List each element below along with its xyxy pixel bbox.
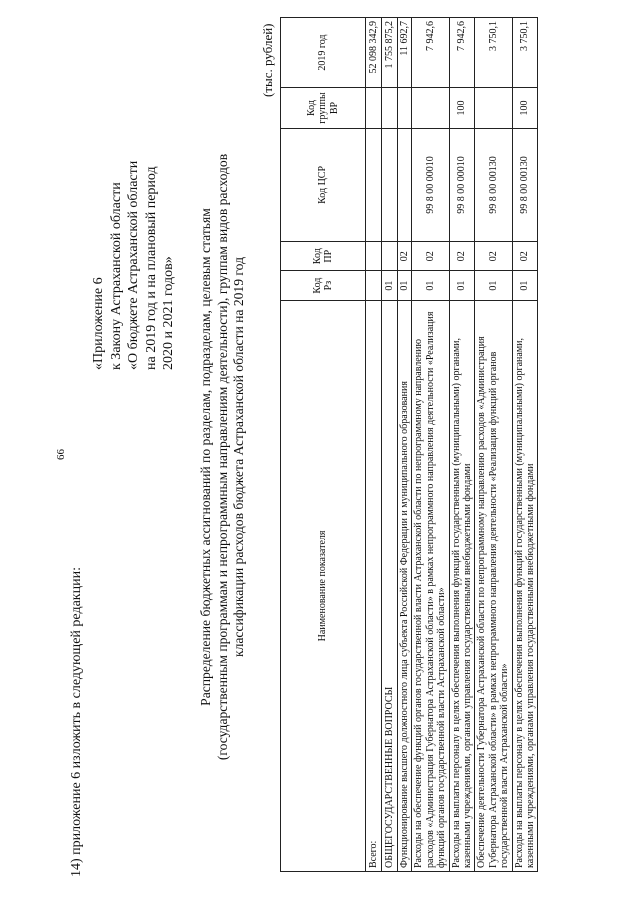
table-row [412, 18, 449, 872]
table-row [475, 18, 512, 872]
cell-value: 3 750,1 [475, 18, 512, 88]
cell-csr [398, 128, 412, 241]
cell-name: Расходы на выплаты персоналу в целях обеспечения выполнения функций государственными (муниципальными) органами, казенными учреждениями, органами управления государственными внебюджетными фондами [449, 300, 475, 871]
cell-name: Расходы на обеспечение функций органов государственной власти Астраханской области по непрограммному направлению расходов «Администрация Губернатора Астраханской области» в рамках непрограммного направления деятельности «Реализация функций органов государственной власти Астраханской области» [412, 300, 449, 871]
cell-pr [366, 241, 382, 270]
title-line: классификации расходов бюджета Астраханской области на 2019 год [231, 257, 246, 657]
table-row [398, 18, 412, 872]
table-row [449, 18, 475, 872]
cell-csr: 99 8 00 00130 [512, 128, 538, 241]
cell-pr: 02 [412, 241, 449, 270]
header-name: Наименование показателя [281, 300, 366, 871]
cell-pr: 02 [512, 241, 538, 270]
cell-rz [366, 271, 382, 300]
cell-rz: 01 [382, 271, 398, 300]
cell-vr [475, 88, 512, 129]
table-row [366, 18, 382, 872]
cell-csr: 99 8 00 00130 [475, 128, 512, 241]
appendix-line: к Закону Астраханской области [108, 182, 124, 370]
cell-vr: 100 [449, 88, 475, 129]
header-csr: Код ЦСР [281, 128, 366, 241]
cell-value: 3 750,1 [512, 18, 538, 88]
cell-pr [382, 241, 398, 270]
cell-rz: 01 [412, 271, 449, 300]
appendix-line: «Приложение 6 [91, 277, 106, 370]
appendix-line: на 2019 год и на плановый период [143, 166, 159, 370]
appendix-line: 2020 и 2021 годов» [161, 256, 176, 370]
cell-csr [366, 128, 382, 241]
cell-rz: 01 [398, 271, 412, 300]
cell-value: 52 098 342,9 [366, 18, 382, 88]
appendix-line: «О бюджете Астраханской области [126, 160, 141, 370]
table-header-row [281, 18, 366, 872]
table-row [382, 18, 398, 872]
cell-name: Расходы на выплаты персоналу в целях обеспечения выполнения функций государственными (муниципальными) органами, казенными учреждениями, органами управления государственными внебюджетными фондами [512, 300, 538, 871]
cell-name: Обеспечение деятельности Губернатора Астраханской области по непрограммному направлению расходов «Администрация Губернатора Астраханской области» в рамках непрограммного направления деятельности «Реализация функций органов государственной власти Астраханской области» [475, 300, 512, 871]
header-rz: Код Рз [281, 271, 366, 300]
cell-vr [412, 88, 449, 129]
cell-pr: 02 [475, 241, 512, 270]
header-pr: Код ПР [281, 241, 366, 270]
header-year: 2019 год [281, 18, 366, 88]
cell-vr: 100 [512, 88, 538, 129]
appendix-header [90, 161, 178, 370]
cell-rz: 01 [512, 271, 538, 300]
cell-value: 7 942,6 [449, 18, 475, 88]
cell-name: Всего: [366, 300, 382, 871]
cell-vr [398, 88, 412, 129]
budget-table [280, 17, 538, 872]
table-row [512, 18, 538, 872]
units-label: (тыс. рублей) [260, 23, 275, 97]
cell-pr: 02 [449, 241, 475, 270]
title-line: Распределение бюджетных ассигнований по разделам, подразделам, целевым статьям [198, 208, 213, 706]
cell-csr: 99 8 00 00010 [449, 128, 475, 241]
cell-name: ОБЩЕГОСУДАРСТВЕННЫЕ ВОПРОСЫ [382, 300, 398, 871]
cell-value: 1 755 875,2 [382, 18, 398, 88]
cell-pr: 02 [398, 241, 412, 270]
page-number: 66 [55, 449, 67, 460]
cell-csr: 99 8 00 00010 [412, 128, 449, 241]
cell-vr [366, 88, 382, 129]
title-line: (государственным программам и непрограммным направлениям деятельности), группам видов расходов [214, 153, 230, 761]
cell-csr [382, 128, 398, 241]
cell-name: Функционирование высшего должностного лица субъекта Российской Федерации и муниципального образования [398, 300, 412, 871]
cell-value: 7 942,6 [412, 18, 449, 88]
cell-vr [382, 88, 398, 129]
cell-value: 11 692,7 [398, 18, 412, 88]
cell-rz: 01 [449, 271, 475, 300]
cell-rz: 01 [475, 271, 512, 300]
document-title [198, 27, 248, 887]
intro-text: 14) приложение 6 изложить в следующей редакции: [69, 567, 84, 877]
header-vr: Код группы ВР [281, 88, 366, 129]
